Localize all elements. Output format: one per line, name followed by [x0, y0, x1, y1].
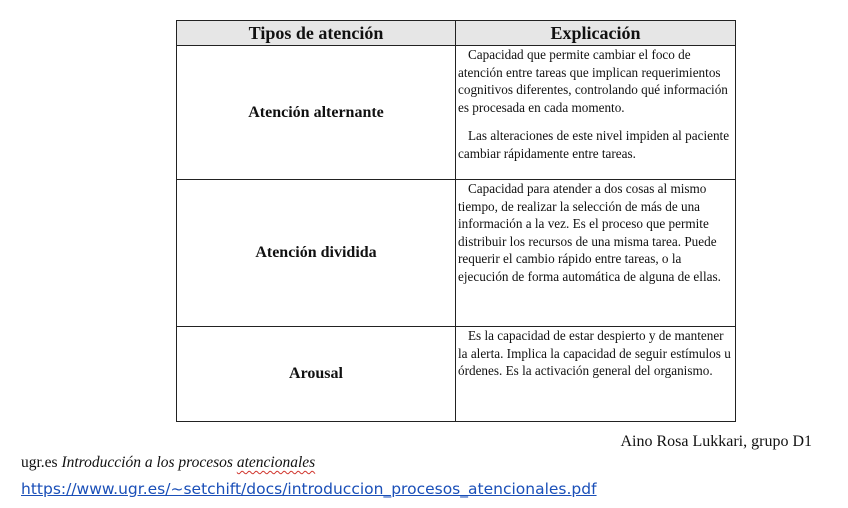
table-row: [177, 46, 736, 180]
attention-types-table-container: [176, 20, 735, 422]
explanation-cell: [456, 327, 736, 422]
explanation-cell: [456, 46, 736, 180]
attention-type-cell: Arousal: [177, 327, 456, 422]
source-title-text: Introducción a los procesos: [61, 454, 237, 471]
header-type: Tipos de atención: [177, 21, 456, 46]
source-site: ugr.es: [21, 454, 58, 471]
header-explanation: Explicación: [456, 21, 736, 46]
source-citation: [21, 454, 315, 472]
table-row: [177, 180, 736, 327]
source-url-link[interactable]: https://www.ugr.es/~setchift/docs/introduccion_procesos_atencionales.pdf: [21, 480, 597, 498]
explanation-cell: [456, 180, 736, 327]
attention-type-cell: Atención dividida: [177, 180, 456, 327]
explanation-paragraph: Es la capacidad de estar despierto y de mantener la alerta. Implica la capacidad de seguir estímulos u órdenes. Es la activación general del organismo.: [458, 328, 731, 378]
explanation-paragraph: Capacidad para atender a dos cosas al mismo tiempo, de realizar la selección de más de una información a la vez. Es el proceso que permite distribuir los recursos de una misma tarea. Puede requerir el cambio rápido entre tareas, o la ejecución de forma automática de alguna de ellas.: [458, 181, 721, 284]
spellcheck-flagged-word: atencionales: [236, 454, 316, 471]
explanation-paragraph: Las alteraciones de este nivel impiden al paciente cambiar rápidamente entre tareas.: [458, 128, 730, 161]
table-header-row: [177, 21, 736, 46]
attention-type-cell: Atención alternante: [177, 46, 456, 180]
author-credit: Aino Rosa Lukkari, grupo D1: [620, 433, 812, 450]
explanation-paragraph: Capacidad que permite cambiar el foco de atención entre tareas que implican requerimientos cognitivos diferentes, controlando qué información es procesada en cada momento.: [458, 47, 728, 115]
source-title: [61, 454, 315, 471]
table-row: [177, 327, 736, 422]
attention-types-table: [176, 20, 736, 422]
